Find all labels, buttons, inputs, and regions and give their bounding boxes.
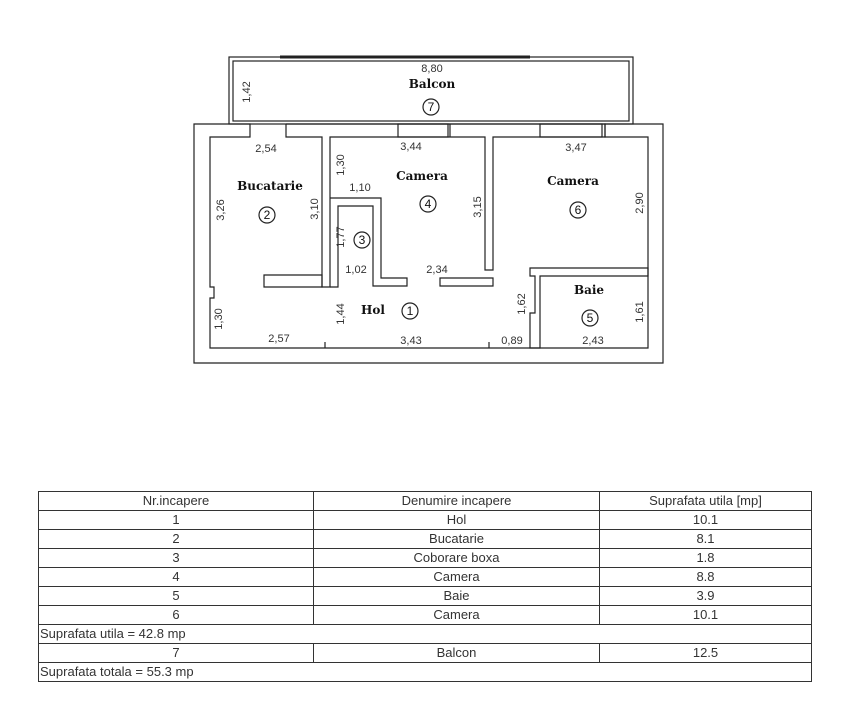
cell-area: 1.8 — [600, 549, 812, 568]
window-camera-4 — [398, 124, 448, 137]
room-number-6: 6 — [574, 203, 582, 217]
useful-total: Suprafata utila = 42.8 mp — [39, 625, 812, 644]
dimension-label: 3,44 — [400, 141, 422, 153]
dimension-label: 1,61 — [634, 301, 646, 323]
header-nr: Nr.incapere — [39, 492, 314, 511]
cell-area: 8.8 — [600, 568, 812, 587]
room-label-balcon: Balcon — [408, 77, 456, 91]
room-number-1: 1 — [406, 304, 414, 318]
dimension-label: 3,47 — [565, 142, 587, 154]
dimension-label: 1,10 — [349, 182, 371, 194]
cell-nr: 7 — [39, 644, 314, 663]
room-number-7: 7 — [427, 100, 435, 114]
grand-total: Suprafata totala = 55.3 mp — [39, 663, 812, 682]
grand-total-row — [39, 663, 812, 682]
cell-area: 10.1 — [600, 606, 812, 625]
cell-name: Baie — [314, 587, 600, 606]
dimension-label: 2,43 — [582, 335, 604, 347]
table-row — [39, 511, 812, 530]
header-denumire: Denumire incapere — [314, 492, 600, 511]
cell-area: 8.1 — [600, 530, 812, 549]
dimension-label: 1,77 — [335, 226, 347, 248]
header-suprafata: Suprafata utila [mp] — [600, 492, 812, 511]
cell-name: Camera — [314, 568, 600, 587]
kitchen-wall — [264, 275, 322, 287]
room-number-2: 2 — [263, 208, 271, 222]
table-header-row — [39, 492, 812, 511]
room-label-baie: Baie — [573, 283, 605, 297]
cell-name: Camera — [314, 606, 600, 625]
dimension-label: 2,57 — [268, 333, 290, 345]
cell-area: 3.9 — [600, 587, 812, 606]
dimension-label: 1,42 — [241, 81, 253, 103]
dimension-label: 1,62 — [516, 293, 528, 315]
dimension-label: 3,15 — [472, 196, 484, 218]
room-label-hol: Hol — [361, 303, 385, 317]
cell-name: Balcon — [314, 644, 600, 663]
dimension-label: 1,30 — [213, 308, 225, 330]
room-label-camera-4: Camera — [396, 169, 448, 183]
useful-total-row — [39, 625, 812, 644]
dimension-label: 1,44 — [335, 303, 347, 325]
cell-name: Coborare boxa — [314, 549, 600, 568]
cell-nr: 2 — [39, 530, 314, 549]
table-row — [39, 568, 812, 587]
table-row — [39, 606, 812, 625]
room-number-3: 3 — [358, 233, 366, 247]
cell-name: Hol — [314, 511, 600, 530]
window-camera-6 — [540, 124, 602, 137]
cell-area: 12.5 — [600, 644, 812, 663]
camera4-bottom-wall — [440, 278, 493, 286]
cell-name: Bucatarie — [314, 530, 600, 549]
table-row — [39, 587, 812, 606]
room-number-5: 5 — [586, 311, 594, 325]
dimension-label: 1,02 — [345, 264, 367, 276]
dimension-label: 3,43 — [400, 335, 422, 347]
cell-nr: 4 — [39, 568, 314, 587]
table-row — [39, 530, 812, 549]
dimension-label: 2,90 — [634, 192, 646, 214]
cell-nr: 3 — [39, 549, 314, 568]
dimension-label: 3,10 — [309, 198, 321, 220]
table-row — [39, 549, 812, 568]
dimension-label: 2,34 — [426, 264, 448, 276]
outer-wall — [194, 124, 663, 363]
cell-nr: 1 — [39, 511, 314, 530]
cell-nr: 5 — [39, 587, 314, 606]
room-labels — [237, 77, 604, 326]
room-number-4: 4 — [424, 197, 432, 211]
top-inner-wall — [286, 124, 605, 287]
dimension-label: 0,89 — [501, 335, 523, 347]
table-row — [39, 644, 812, 663]
room-label-bucatarie: Bucatarie — [237, 179, 303, 193]
room-label-camera-6: Camera — [547, 174, 599, 188]
cell-nr: 6 — [39, 606, 314, 625]
room-area-table — [38, 491, 812, 682]
dimension-label: 3,26 — [215, 199, 227, 221]
cell-area: 10.1 — [600, 511, 812, 530]
dimension-label: 1,30 — [335, 154, 347, 176]
dimension-label: 8,80 — [421, 63, 443, 75]
dimension-label: 2,54 — [255, 143, 277, 155]
